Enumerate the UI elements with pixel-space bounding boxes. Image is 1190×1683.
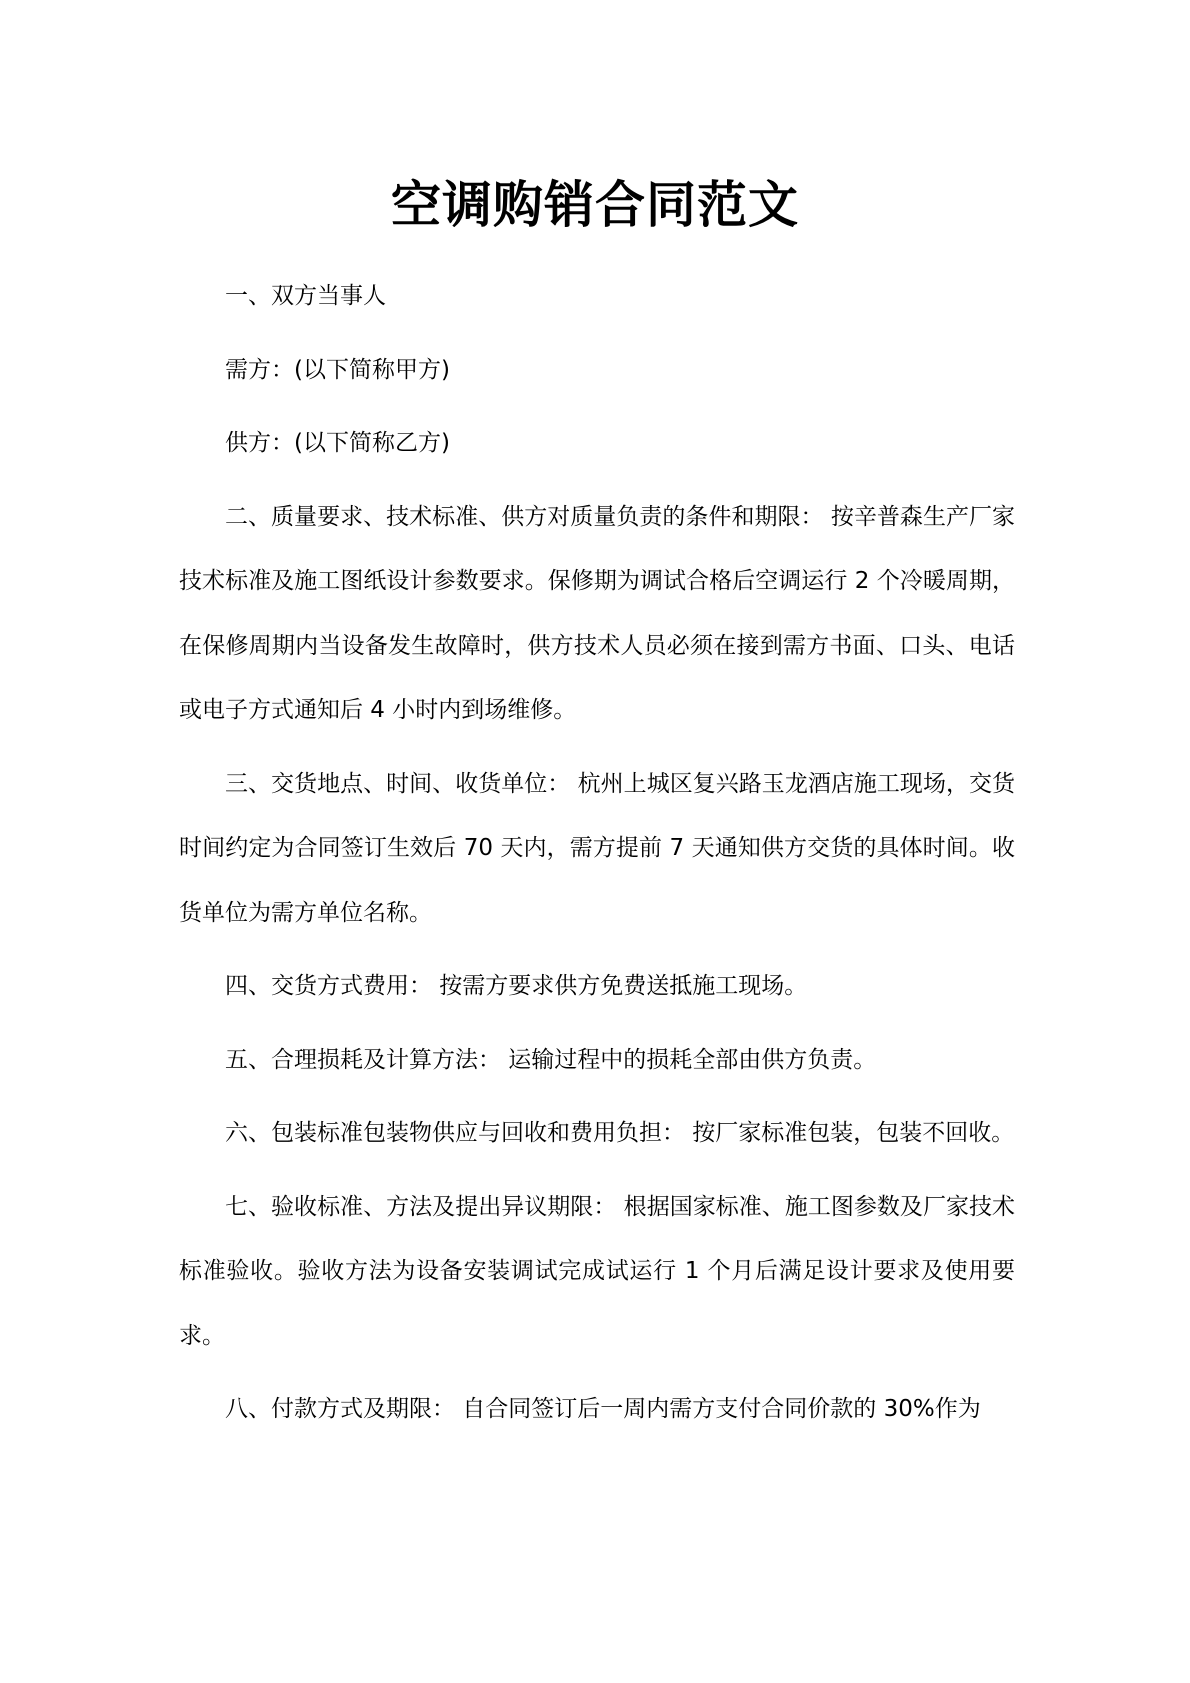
section-delivery-method: 四、交货方式费用： 按需方要求供方免费送抵施工现场。	[225, 973, 808, 999]
document-body	[179, 264, 1015, 1451]
buyer-line: 需方：(以下简称甲方)	[225, 356, 450, 383]
document-title: 空调购销合同范文	[391, 176, 799, 234]
section-quality-requirements: 二、质量要求、技术标准、供方对质量负责的条件和期限： 按辛普森生产厂家技术标准及施工图纸设计参数要求。保修期为调试合格后空调运行 2 个冷暖周期，在保修周期内当设备发生故障时，供方技术人员必须在接到需方书面、口头、电话或电子方式通知后 4 小时内到场维修。	[179, 503, 1015, 723]
section-parties-heading: 一、双方当事人	[225, 283, 386, 309]
supplier-line: 供方：(以下简称乙方)	[225, 430, 450, 456]
section-payment: 八、付款方式及期限： 自合同签订后一周内需方支付合同价款的 30%作为	[225, 1396, 981, 1422]
section-acceptance: 七、验收标准、方法及提出异议期限： 根据国家标准、施工图参数及厂家技术标准验收。验收方法为设备安装调试完成试运行 1 个月后满足设计要求及使用要求。	[179, 1193, 1015, 1349]
section-loss-calculation: 五、合理损耗及计算方法： 运输过程中的损耗全部由供方负责。	[225, 1046, 877, 1073]
section-delivery-location: 三、交货地点、时间、收货单位： 杭州上城区复兴路玉龙酒店施工现场，交货时间约定为合同签订生效后 70 天内，需方提前 7 天通知供方交货的具体时间。收货单位为需方单位名称。	[179, 770, 1015, 926]
section-packaging: 六、包装标准包装物供应与回收和费用负担： 按厂家标准包装，包装不回收。	[225, 1120, 1015, 1146]
